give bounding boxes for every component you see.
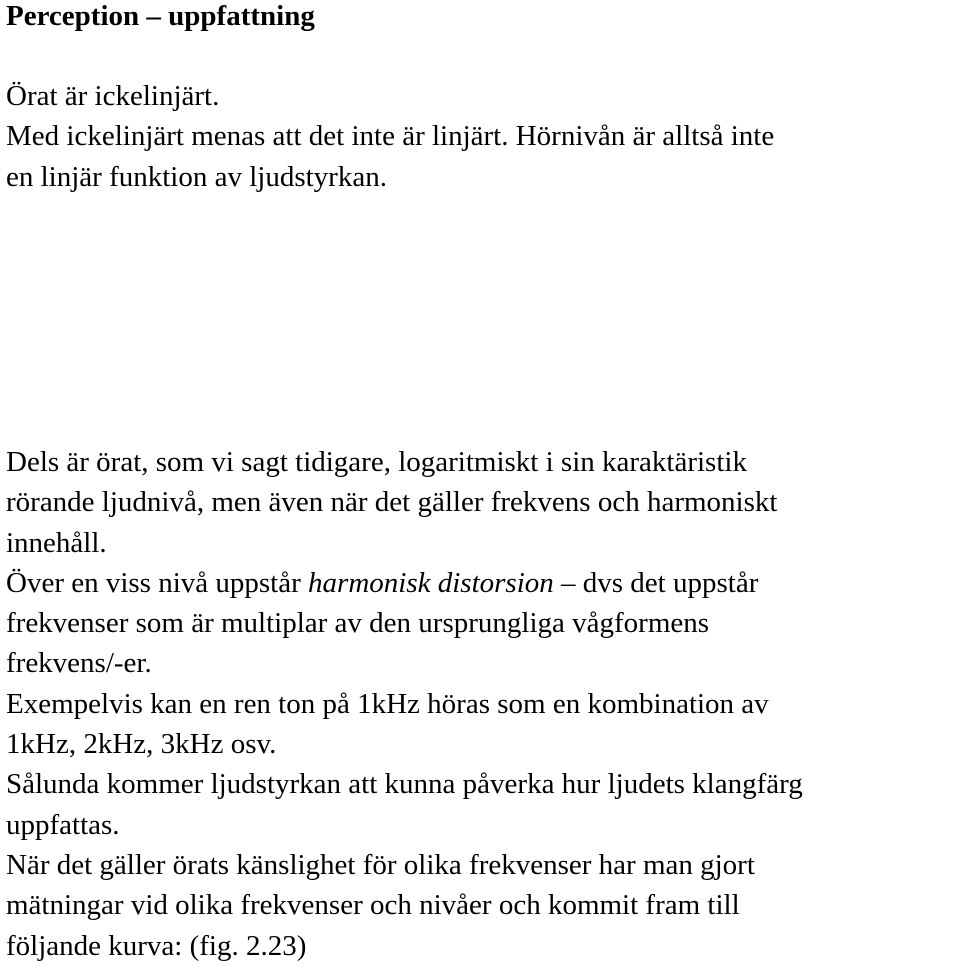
body-line: rörande ljudnivå, men även när det gäller frekvens och harmoniskt (6, 486, 778, 519)
page-title: Perception – uppfattning (6, 0, 315, 32)
body-line: frekvens/-er. (6, 647, 152, 680)
intro-section (6, 76, 958, 197)
body-line: innehåll. (6, 526, 107, 559)
body-line: Sålunda kommer ljudstyrkan att kunna påverka hur ljudets klangfärg (6, 768, 803, 801)
body-line: När det gäller örats känslighet för olika frekvenser har man gjort (6, 848, 755, 881)
text-run: – dvs det uppstår (553, 566, 759, 599)
intro-line: Örat är ickelinjärt. (6, 80, 220, 112)
intro-line: Med ickelinjärt menas att det inte är linjärt. Hörnivån är alltså inte (6, 120, 775, 153)
intro-line: en linjär funktion av ljudstyrkan. (6, 160, 387, 193)
body-line: uppfattas. (6, 808, 120, 841)
body-line: mätningar vid olika frekvenser och nivåer och kommit fram till (6, 889, 740, 922)
body-line: Exempelvis kan en ren ton på 1kHz höras som en kombination av (6, 687, 769, 720)
body-line-distortion (6, 563, 958, 603)
text-run: Över en viss nivå uppstår (6, 566, 309, 599)
body-line: Dels är örat, som vi sagt tidigare, logaritmiskt i sin karaktäristik (6, 446, 747, 478)
body-line: 1kHz, 2kHz, 3kHz osv. (6, 728, 277, 761)
body-section (6, 442, 958, 966)
body-line: frekvenser som är multiplar av den ursprungliga vågformens (6, 607, 710, 640)
emphasized-term: harmonisk distorsion (308, 566, 554, 599)
body-line: följande kurva: (fig. 2.23) (6, 929, 307, 962)
